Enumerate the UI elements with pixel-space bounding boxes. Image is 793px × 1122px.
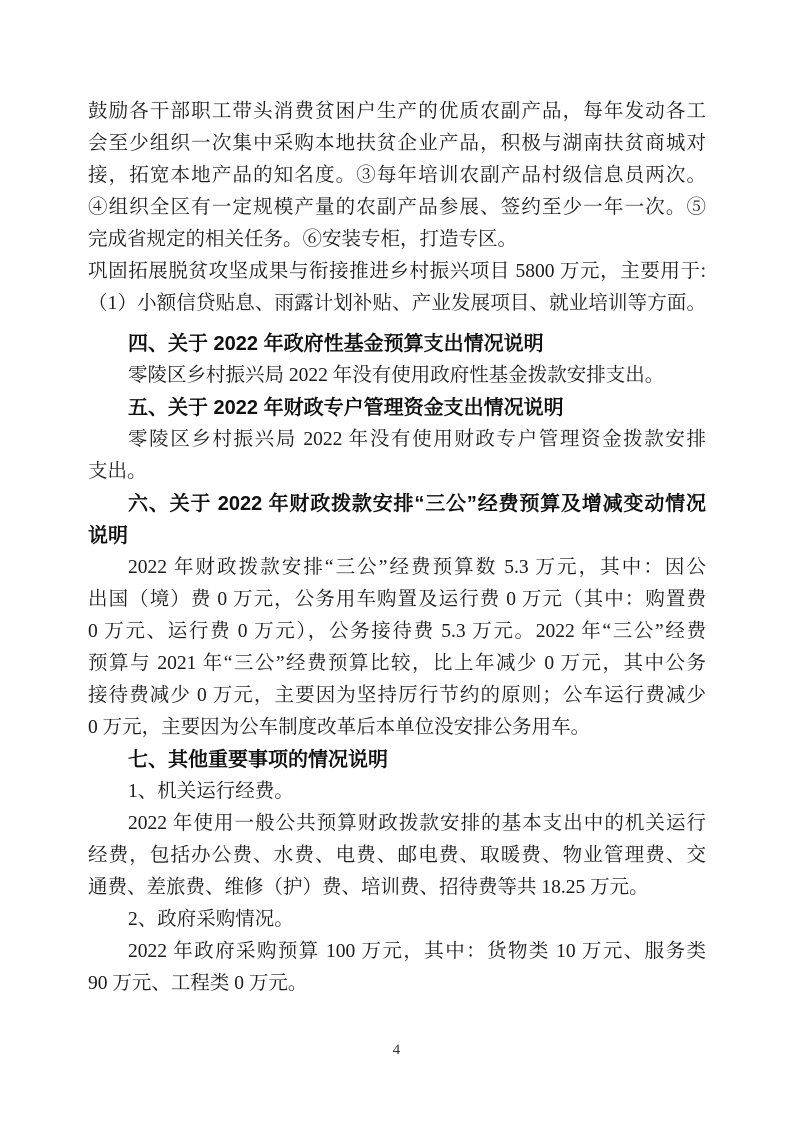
text-line: 2022 年财政拨款安排“三公”经费预算数 5.3 万元，其中：因公 [128, 557, 706, 578]
section-heading: 四、关于 2022 年政府性基金预算支出情况说明 [128, 333, 544, 355]
text-line: 鼓励各干部职工带头消费贫困户生产的优质农副产品，每年发动各工 [88, 101, 706, 122]
text-line: 2022 年政府采购预算 100 万元，其中：货物类 10 万元、服务类 [128, 941, 706, 962]
text-line: 接，拓宽本地产品的知名度。③每年培训农副产品村级信息员两次。 [88, 165, 706, 186]
text-line: 2022 年使用一般公共预算财政拨款安排的基本支出中的机关运行 [128, 813, 706, 834]
text-line: 会至少组织一次集中采购本地扶贫企业产品，积极与湖南扶贫商城对 [88, 133, 706, 154]
text-line: 零陵区乡村振兴局 2022 年没有使用政府性基金拨款安排支出。 [128, 365, 665, 386]
section-heading: 说明 [88, 525, 128, 547]
text-line: 2、政府采购情况。 [128, 909, 294, 930]
text-line: 0 万元、运行费 0 万元），公务接待费 5.3 万元。2022 年“三公”经费 [88, 621, 706, 642]
text-line: 预算与 2021 年“三公”经费预算比较，比上年减少 0 万元，其中公务 [88, 653, 706, 674]
text-line: ④组织全区有一定规模产量的农副产品参展、签约至少一年一次。⑤ [88, 197, 706, 218]
text-line: 支出。 [88, 461, 147, 482]
section-heading: 七、其他重要事项的情况说明 [128, 749, 388, 771]
text-line: 通费、差旅费、维修（护）费、培训费、招待费等共 18.25 万元。 [88, 877, 649, 898]
section-heading: 五、关于 2022 年财政专户管理资金支出情况说明 [128, 397, 564, 419]
text-line: 接待费减少 0 万元，主要因为坚持厉行节约的原则；公车运行费减少 [88, 685, 706, 706]
text-line: 0 万元，主要因为公车制度改革后本单位没安排公务用车。 [88, 717, 591, 738]
section-heading: 六、关于 2022 年财政拨款安排“三公”经费预算及增减变动情况 [128, 493, 706, 515]
text-line: 巩固拓展脱贫攻坚成果与衔接推进乡村振兴项目 5800 万元，主要用于: [88, 261, 706, 282]
text-line: 完成省规定的相关任务。⑥安装专柜，打造专区。 [88, 229, 518, 250]
text-line: 经费，包括办公费、水费、电费、邮电费、取暖费、物业管理费、交 [88, 845, 706, 866]
page-number: 4 [392, 1042, 401, 1058]
document-body [88, 96, 706, 1000]
text-line: （1）小额信贷贴息、雨露计划补贴、产业发展项目、就业培训等方面。 [88, 293, 706, 314]
text-line: 90 万元、工程类 0 万元。 [88, 973, 308, 994]
text-line: 1、机关运行经费。 [128, 781, 294, 802]
text-line: 出国（境）费 0 万元，公务用车购置及运行费 0 万元（其中：购置费 [88, 589, 706, 610]
text-line: 零陵区乡村振兴局 2022 年没有使用财政专户管理资金拨款安排 [128, 429, 706, 450]
